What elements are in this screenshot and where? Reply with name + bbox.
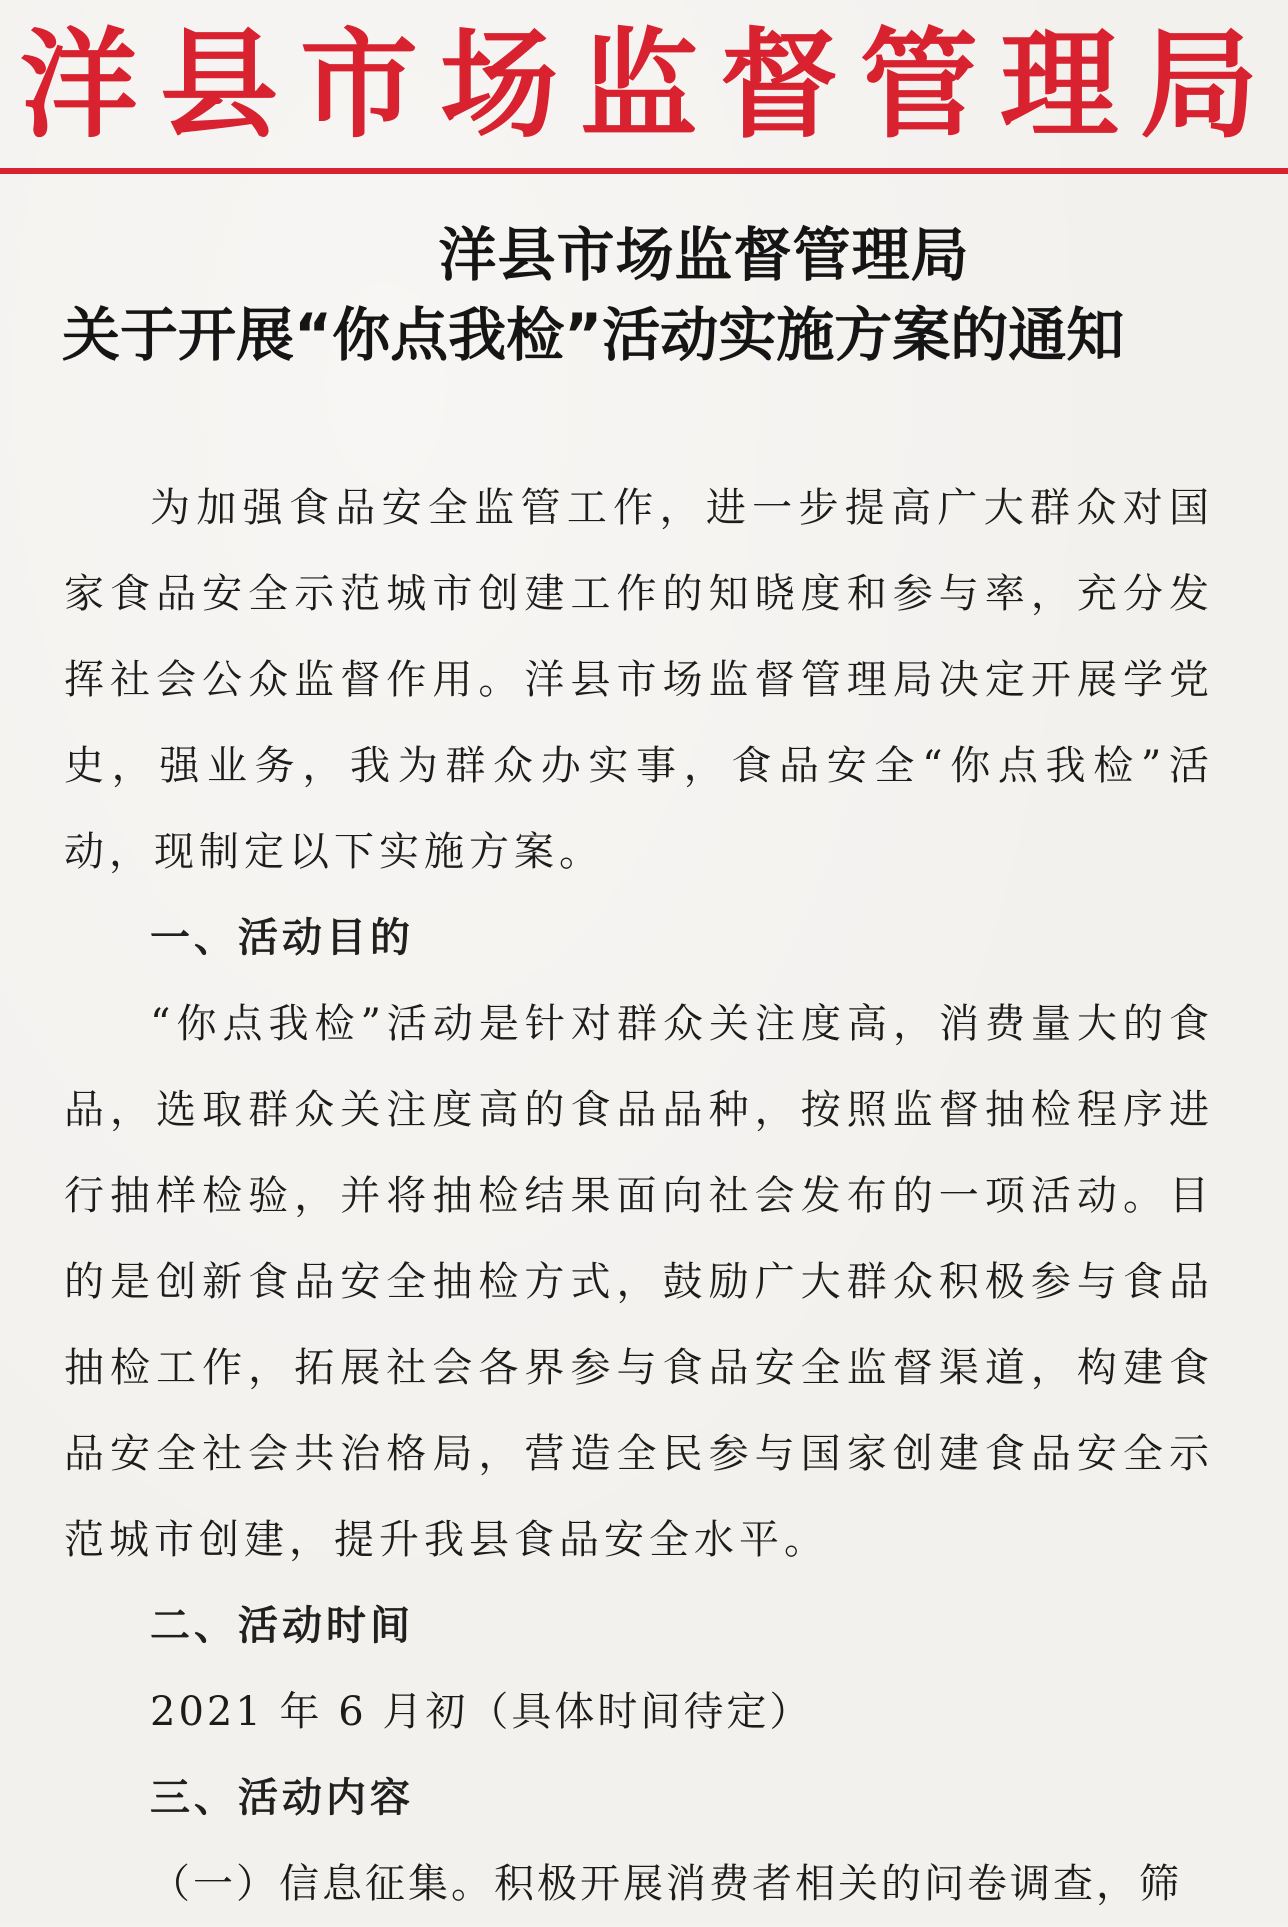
document-body [64, 465, 1214, 1927]
intro-paragraph: 为加强食品安全监管工作，进一步提高广大群众对国家食品安全示范城市创建工作的知晓度和参与率，充分发挥社会公众监督作用。洋县市场监督管理局决定开展学党史，强业务，我为群众办实事，食品安全“你点我检”活动，现制定以下实施方案。 [64, 485, 1214, 875]
title-line-2: 关于开展“你点我检”活动实施方案的通知 [62, 301, 1125, 369]
masthead-org-name: 洋县市场监督管理局 [20, 16, 1281, 154]
document-title [0, 215, 1288, 375]
masthead-red-rule [0, 168, 1288, 174]
red-masthead [0, 8, 1288, 158]
section-2-text: 2021 年 6 月初（具体时间待定） [150, 1689, 813, 1735]
title-line-1: 洋县市场监督管理局 [438, 221, 970, 289]
section-3-text: （一）信息征集。积极开展消费者相关的问卷调查，筛 [150, 1861, 1182, 1907]
section-1-heading: 一、活动目的 [150, 915, 414, 961]
section-2-heading: 二、活动时间 [150, 1603, 414, 1649]
section-1-paragraph: “你点我检”活动是针对群众关注度高，消费量大的食品，选取群众关注度高的食品品种，按照监督抽检程序进行抽样检验，并将抽检结果面向社会发布的一项活动。目的是创新食品安全抽检方式，鼓励广大群众积极参与食品抽检工作，拓展社会各界参与食品安全监督渠道，构建食品安全社会共治格局，营造全民参与国家创建食品安全示范城市创建，提升我县食品安全水平。 [64, 1001, 1214, 1563]
section-3-heading: 三、活动内容 [150, 1775, 414, 1821]
